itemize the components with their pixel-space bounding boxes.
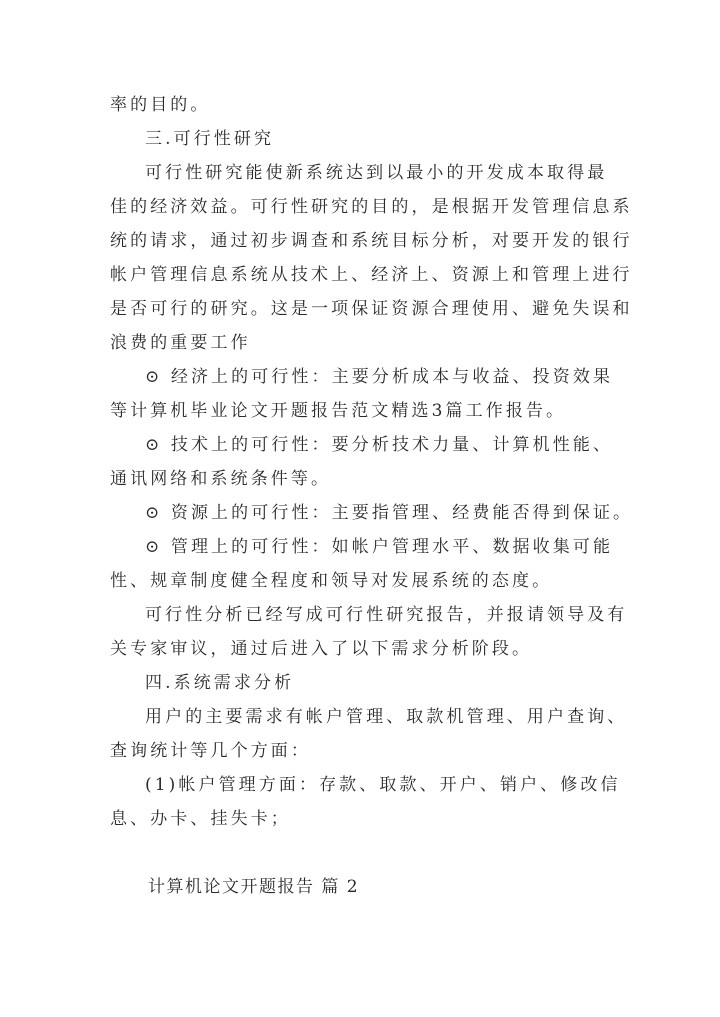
paragraph-line: 是否可行的研究。这是一项保证资源合理使用、避免失误和 — [110, 299, 633, 319]
paragraph-line: 帐户管理信息系统从技术上、经济上、资源上和管理上进行 — [110, 265, 633, 285]
paragraph-line: 用户的主要需求有帐户管理、取款机管理、用户查询、 — [145, 707, 628, 727]
paragraph-line: 佳的经济效益。可行性研究的目的，是根据开发管理信息系 — [110, 197, 633, 217]
paragraph-line: 浪费的重要工作 — [110, 333, 251, 353]
bullet-line-economic: ⊙ 经济上的可行性：主要分析成本与收益、投资效果 — [145, 367, 614, 387]
paragraph-line: 统的请求，通过初步调查和系统目标分析，对要开发的银行 — [110, 231, 633, 251]
paragraph-line: 息、办卡、挂失卡； — [110, 809, 291, 829]
paragraph-line: 可行性研究能使新系统达到以最小的开发成本取得最 — [145, 163, 608, 183]
paragraph-line: (1)帐户管理方面：存款、取款、开户、销户、修改信 — [145, 775, 621, 795]
bullet-line-management: ⊙ 管理上的可行性：如帐户管理水平、数据收集可能 — [145, 537, 614, 557]
paragraph-line: 可行性分析已经写成可行性研究报告，并报请领导及有 — [145, 605, 628, 625]
paragraph-line: 率的目的。 — [110, 95, 211, 115]
next-article-title: 计算机论文开题报告 篇 2 — [148, 877, 360, 897]
paragraph-line: 等计算机毕业论文开题报告范文精选3篇工作报告。 — [110, 401, 567, 421]
section-heading-requirements: 四.系统需求分析 — [145, 673, 295, 693]
paragraph-line: 通讯网络和系统条件等。 — [110, 469, 332, 489]
bullet-line-technical: ⊙ 技术上的可行性：要分析技术力量、计算机性能、 — [145, 435, 614, 455]
bullet-line-resource: ⊙ 资源上的可行性：主要指管理、经费能否得到保证。 — [145, 503, 634, 523]
paragraph-line: 查询统计等几个方面： — [110, 741, 311, 761]
paragraph-line: 关专家审议，通过后进入了以下需求分析阶段。 — [110, 639, 533, 659]
paragraph-line: 性、规章制度健全程度和领导对发展系统的态度。 — [110, 571, 553, 591]
section-heading-feasibility: 三.可行性研究 — [145, 129, 275, 149]
